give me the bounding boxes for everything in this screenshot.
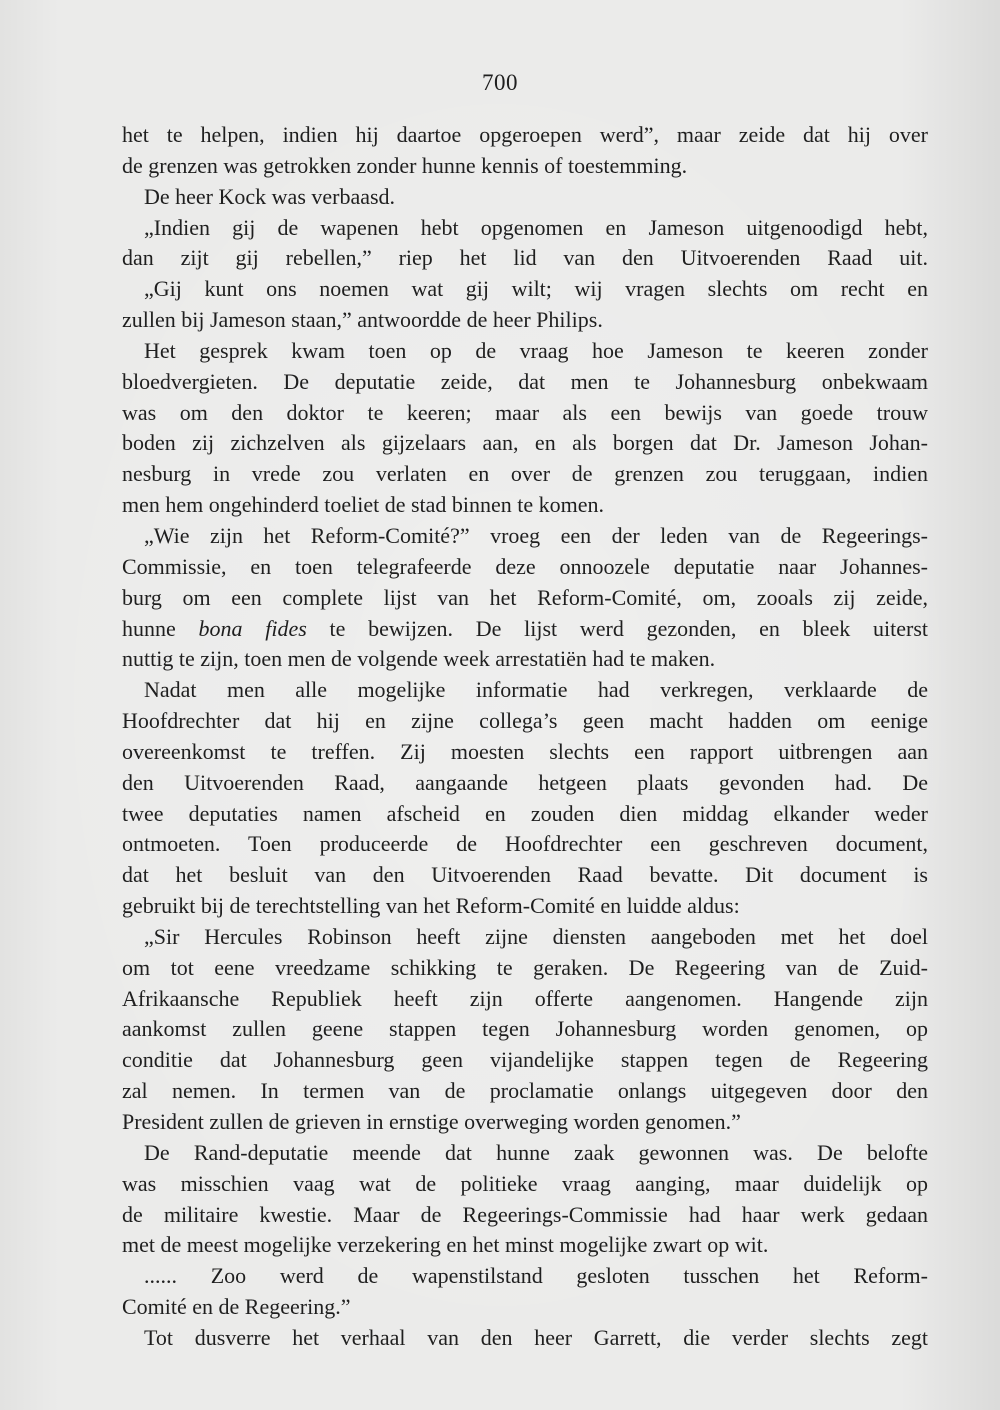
page-number: 700 xyxy=(482,70,518,95)
text-line: de grenzen was getrokken zonder hunne kennis of toestemming. xyxy=(122,152,688,178)
text-line: Het gesprek kwam toen op de vraag hoe Jameson te keeren zonder xyxy=(144,337,928,363)
text-line: President zullen de grieven in ernstige overweging worden genomen.” xyxy=(122,1109,741,1134)
text-line: ...... Zoo werd de wapenstilstand gesloten tusschen het Reform- xyxy=(144,1263,928,1289)
text-line: bloedvergieten. De deputatie zeide, dat men te Johannesburg onbekwaam xyxy=(122,368,928,394)
italic-phrase: bona fides xyxy=(198,615,307,641)
text-line: was misschien vaag wat de politieke vraag aanging, maar duidelijk op xyxy=(122,1170,928,1196)
text-line: met de meest mogelijke verzekering en het minst mogelijke zwart op wit. xyxy=(122,1232,769,1258)
text-line: „Indien gij de wapenen hebt opgenomen en Jameson uitgenoodigd hebt, xyxy=(144,214,928,240)
text-line: om tot eene vreedzame schikking te geraken. De Regeering van de Zuid- xyxy=(122,954,928,980)
text-line: twee deputaties namen afscheid en zouden dien middag elkander weder xyxy=(122,800,928,826)
text-line: conditie dat Johannesburg geen vijandelijke stappen tegen de Regeering xyxy=(122,1047,928,1073)
text-line: nesburg in vrede zou verlaten en over de grenzen zou teruggaan, indien xyxy=(122,461,928,487)
text-line-end: te bewijzen. De lijst werd gezonden, en bleek uiterst xyxy=(306,615,928,641)
text-line: dat het besluit van den Uitvoerenden Raad bevatte. Dit document is xyxy=(122,862,928,888)
text-line: Afrikaansche Republiek heeft zijn offerte aangenomen. Hangende zijn xyxy=(122,985,928,1011)
text-line: Comité en de Regeering.” xyxy=(122,1294,351,1320)
text-line-start: hunne xyxy=(122,615,199,641)
text-line: was om den doktor te keeren; maar als een bewijs van goede trouw xyxy=(122,399,928,425)
text-line: „Wie zijn het Reform-Comité?” vroeg een der leden van de Regeerings- xyxy=(144,522,928,548)
text-line: zal nemen. In termen van de proclamatie onlangs uitgegeven door den xyxy=(122,1078,928,1104)
text-line: aankomst zullen geene stappen tegen Johannesburg worden genomen, op xyxy=(122,1016,928,1042)
text-line: „Sir Hercules Robinson heeft zijne diensten aangeboden met het doel xyxy=(144,923,928,949)
text-line xyxy=(122,614,928,645)
text-line: Commissie, en toen telegrafeerde deze onnoozele deputatie naar Johannes- xyxy=(122,553,928,579)
text-line: De Rand-deputatie meende dat hunne zaak gewonnen was. De belofte xyxy=(144,1139,928,1165)
text-line: dan zijt gij rebellen,” riep het lid van den Uitvoerenden Raad uit. xyxy=(122,245,928,271)
text-line: De heer Kock was verbaasd. xyxy=(144,183,396,209)
text-line: gebruikt bij de terechtstelling van het Reform-Comité en luidde aldus: xyxy=(122,893,740,919)
text-line: het te helpen, indien hij daartoe opgeroepen werd”, maar zeide dat hij over xyxy=(122,122,928,147)
text-line: nuttig te zijn, toen men de volgende week arrestatiën had te maken. xyxy=(122,646,716,672)
text-line: overeenkomst te treffen. Zij moesten slechts een rapport uitbrengen aan xyxy=(122,738,928,764)
text-line: den Uitvoerenden Raad, aangaande hetgeen plaats gevonden had. De xyxy=(122,769,928,795)
text-line: Hoofdrechter dat hij en zijne collega’s geen macht hadden om eenige xyxy=(122,708,928,734)
text-line: zullen bij Jameson staan,” antwoordde de heer Philips. xyxy=(122,307,603,333)
text-line: „Gij kunt ons noemen wat gij wilt; wij vragen slechts om recht en xyxy=(144,276,928,302)
text-line: burg om een complete lijst van het Reform-Comité, om, zooals zij zeide, xyxy=(122,584,928,610)
text-line: de militaire kwestie. Maar de Regeerings-Commissie had haar werk gedaan xyxy=(122,1201,928,1227)
text-line: Tot dusverre het verhaal van den heer Garrett, die verder slechts zegt xyxy=(144,1324,928,1350)
body-text xyxy=(122,120,928,1354)
text-line: boden zij zichzelven als gijzelaars aan, en als borgen dat Dr. Jameson Johan- xyxy=(122,430,928,456)
text-line: ontmoeten. Toen produceerde de Hoofdrechter een geschreven document, xyxy=(122,831,928,857)
text-line: Nadat men alle mogelijke informatie had verkregen, verklaarde de xyxy=(144,677,928,703)
text-line: men hem ongehinderd toeliet de stad binnen te komen. xyxy=(122,492,605,518)
